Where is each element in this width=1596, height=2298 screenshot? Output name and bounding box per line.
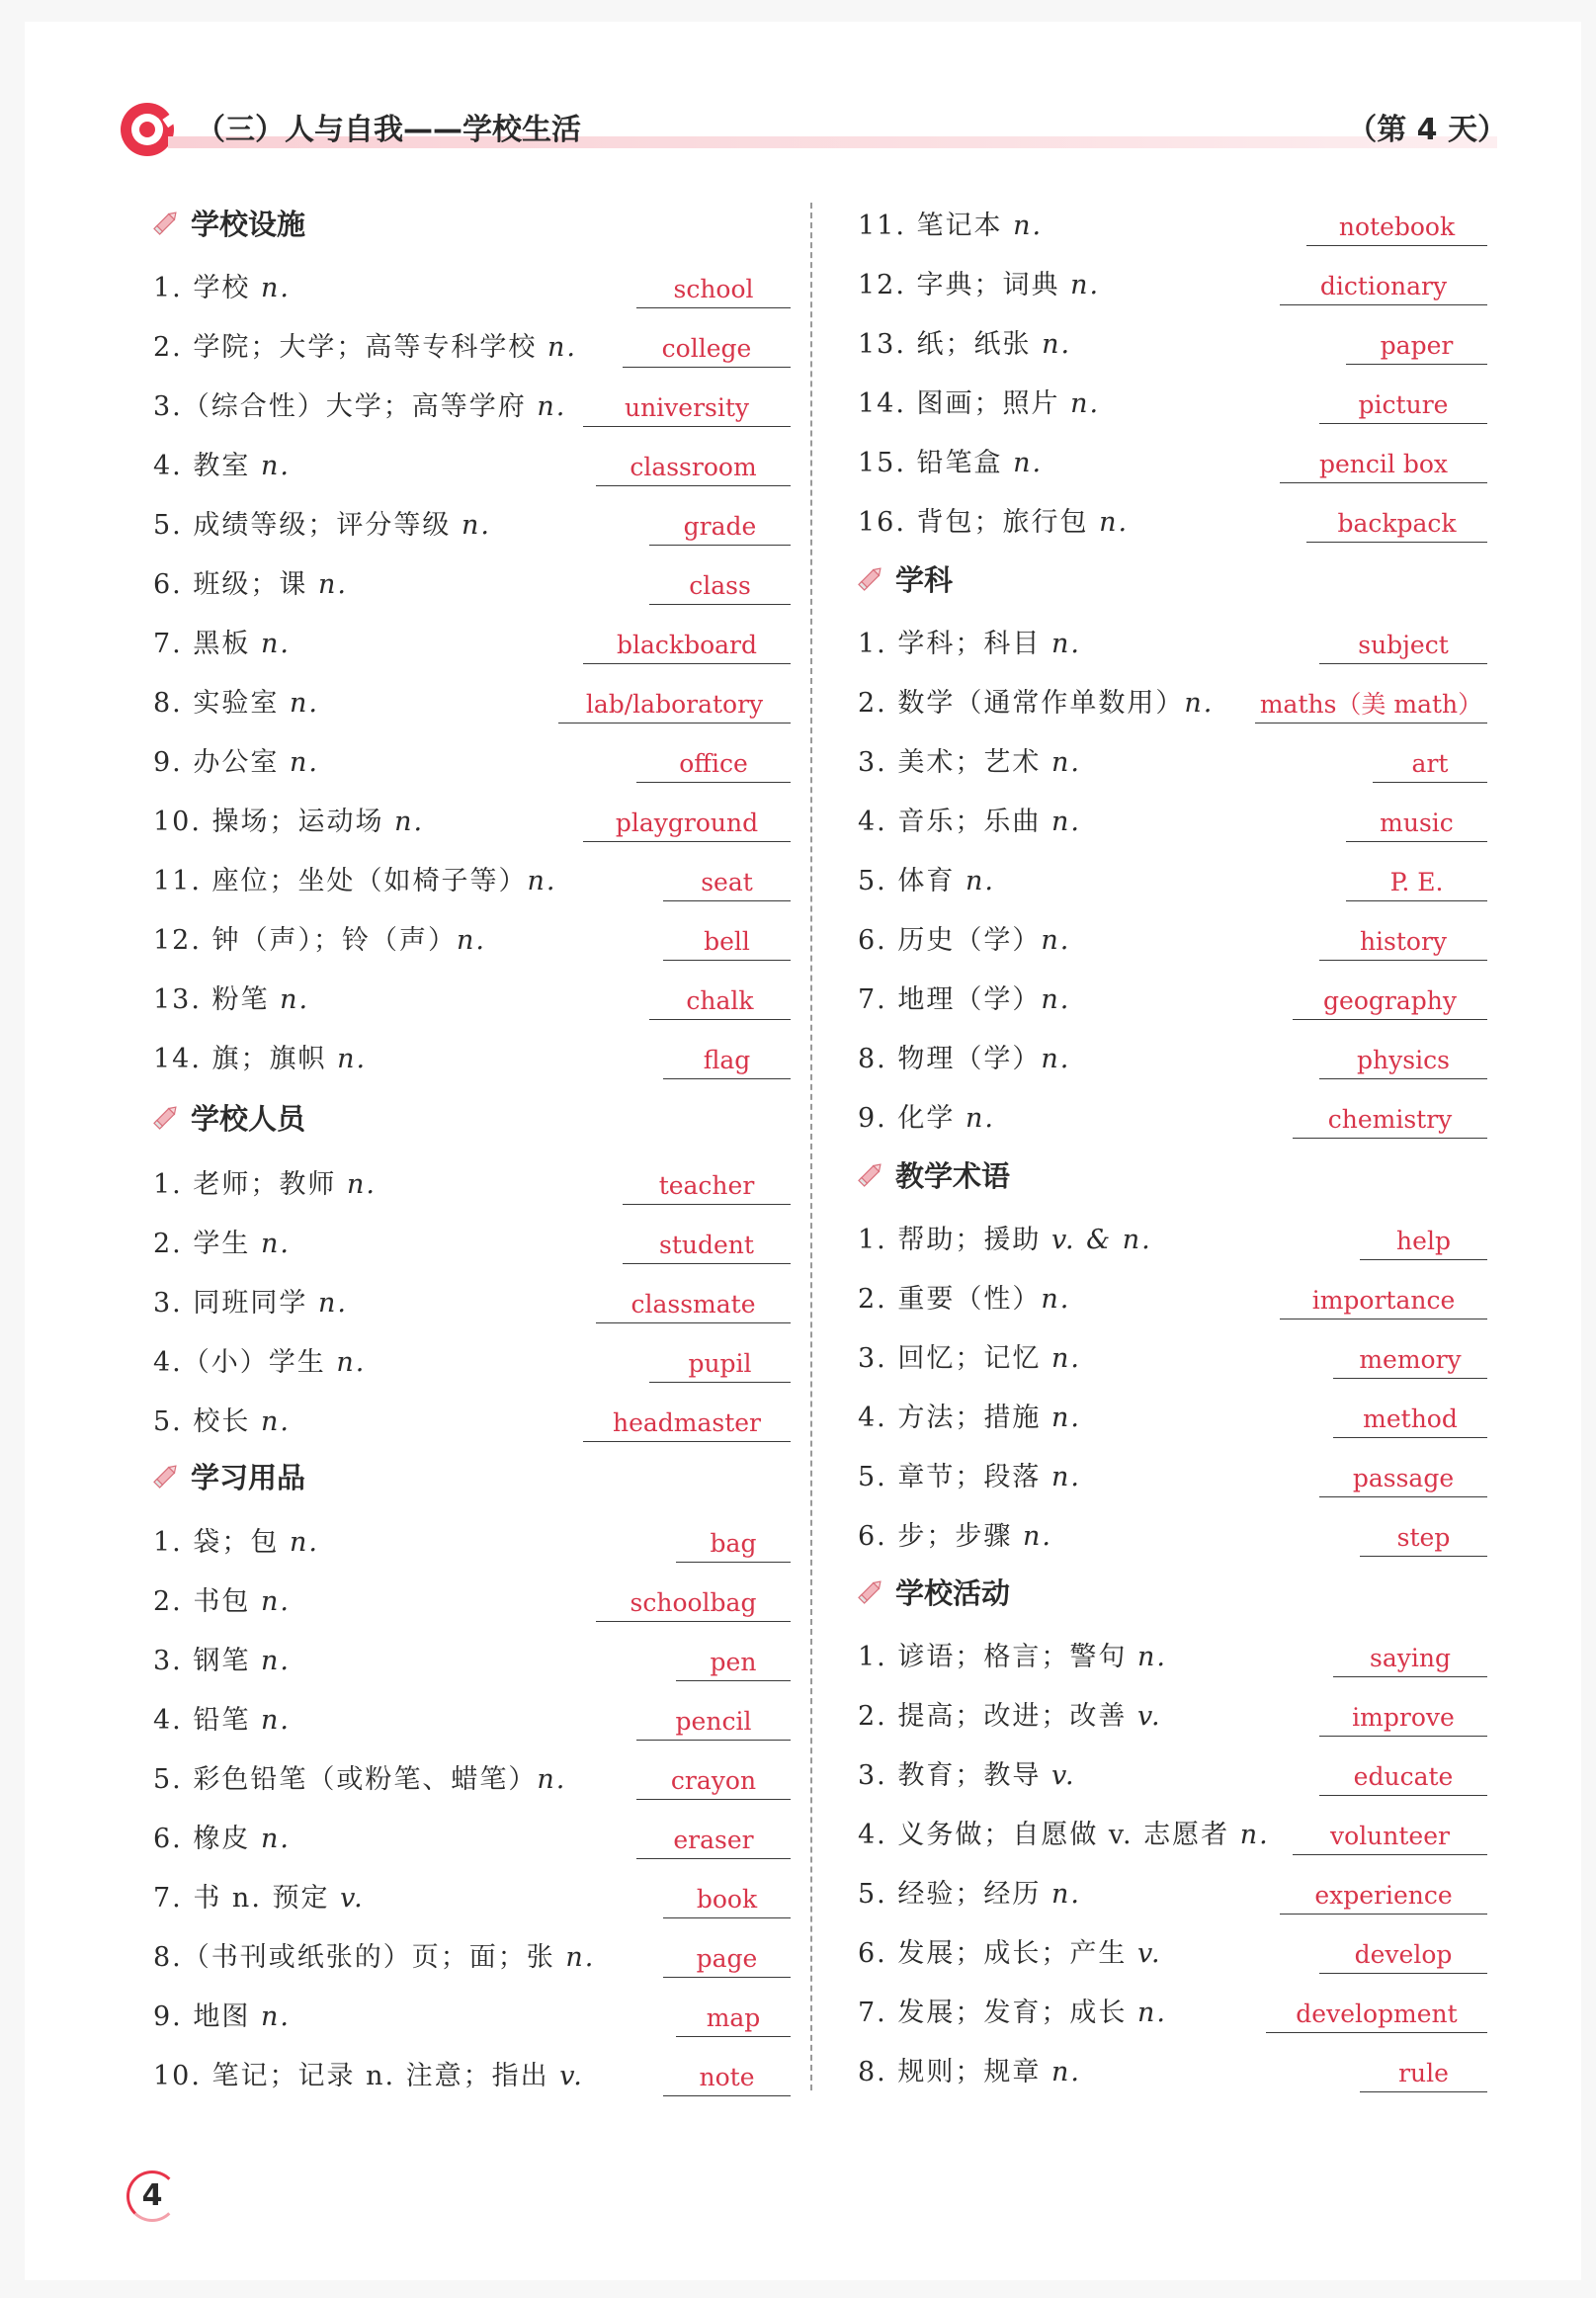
- vocab-row: [153, 438, 791, 487]
- answer-blank: lab/laboratory: [558, 687, 791, 723]
- part-of-speech: n.: [965, 1103, 995, 1134]
- chinese-definition: 10. 操场；运动场 n.: [153, 807, 425, 837]
- section-heading-activities: [856, 1572, 1010, 1611]
- answer-blank: bag: [676, 1526, 791, 1563]
- chinese-definition: 2. 重要（性）n.: [858, 1284, 1071, 1315]
- answer-blank: grade: [649, 509, 791, 546]
- vocab-row: [153, 1275, 791, 1324]
- section-title: 学校人员: [191, 1101, 306, 1136]
- answer-blank: pencil: [636, 1704, 791, 1741]
- answer-blank: flag: [663, 1043, 791, 1079]
- vocab-row: [858, 912, 1487, 962]
- chinese-definition: 9. 化学 n.: [858, 1103, 995, 1134]
- chinese-definition: 5. 成绩等级；评分等级 n.: [153, 510, 491, 541]
- target-logo-icon: [121, 103, 174, 156]
- answer-blank: crayon: [636, 1763, 791, 1800]
- chinese-definition: 1. 袋；包 n.: [153, 1527, 319, 1558]
- chinese-definition: 14. 旗；旗帜 n.: [153, 1044, 368, 1074]
- vocab-row: [153, 675, 791, 724]
- pencil-icon: [151, 208, 181, 237]
- chinese-definition: 3. 同班同学 n.: [153, 1288, 348, 1319]
- vocab-row: [858, 198, 1487, 247]
- part-of-speech: n.: [1050, 807, 1081, 837]
- vocab-row: [153, 1929, 791, 1979]
- chinese-definition: 2. 学生 n.: [153, 1229, 291, 1259]
- section-title: 学校设施: [191, 207, 306, 241]
- vocab-row: [153, 1031, 791, 1080]
- answer-blank: classmate: [596, 1287, 791, 1323]
- part-of-speech: n.: [1050, 747, 1081, 778]
- answer-blank: volunteer: [1293, 1819, 1487, 1855]
- answer-blank: importance: [1280, 1283, 1487, 1319]
- chinese-definition: 1. 老师；教师 n.: [153, 1169, 377, 1200]
- answer-blank: backpack: [1306, 506, 1487, 543]
- part-of-speech: n.: [565, 1942, 596, 1973]
- section-heading-terms: [856, 1154, 1010, 1194]
- part-of-speech: n.: [537, 1764, 567, 1795]
- chinese-definition: 15. 铅笔盒 n.: [858, 448, 1044, 478]
- part-of-speech: n.: [1022, 1521, 1052, 1552]
- chinese-definition: 14. 图画；照片 n.: [858, 388, 1101, 419]
- chinese-definition: 1. 学校 n.: [153, 273, 291, 303]
- vocab-row: [153, 734, 791, 784]
- part-of-speech: n.: [546, 332, 577, 363]
- vocab-row: [153, 1692, 791, 1742]
- answer-blank: classroom: [596, 450, 791, 486]
- chinese-definition: 6. 橡皮 n.: [153, 1824, 291, 1854]
- part-of-speech: n.: [1041, 1284, 1071, 1315]
- answer-blank: class: [649, 568, 791, 605]
- answer-blank: notebook: [1306, 210, 1487, 246]
- vocab-row: [858, 1866, 1487, 1915]
- chinese-definition: 5. 彩色铅笔（或粉笔、蜡笔）n.: [153, 1764, 567, 1795]
- chinese-definition: 6. 班级；课 n.: [153, 569, 348, 600]
- chinese-definition: 2. 学院；大学；高等专科学校 n.: [153, 332, 577, 363]
- answer-blank: university: [583, 390, 791, 427]
- answer-blank: subject: [1319, 628, 1487, 664]
- vocab-row: [858, 1747, 1487, 1797]
- part-of-speech: n.: [317, 1288, 348, 1319]
- part-of-speech: v. & n.: [1050, 1225, 1152, 1255]
- chinese-definition: 1. 谚语；格言；警句 n.: [858, 1642, 1167, 1672]
- part-of-speech: n.: [289, 747, 319, 778]
- chinese-definition: 7. 地理（学）n.: [858, 984, 1071, 1015]
- chinese-definition: 2. 书包 n.: [153, 1586, 291, 1617]
- part-of-speech: n.: [280, 984, 310, 1015]
- answer-blank: seat: [663, 865, 791, 901]
- vocab-row: [858, 376, 1487, 425]
- vocab-row: [153, 1751, 791, 1801]
- answer-blank: student: [623, 1228, 791, 1264]
- chinese-definition: 7. 书 n. 预定 v.: [153, 1883, 365, 1914]
- answer-blank: schoolbag: [596, 1585, 791, 1622]
- part-of-speech: n.: [461, 510, 491, 541]
- column-divider: [810, 203, 812, 2090]
- chinese-definition: 12. 钟（声）；铃（声）n.: [153, 925, 487, 956]
- vocab-row: [858, 853, 1487, 902]
- answer-blank: pen: [676, 1645, 791, 1681]
- vocab-row: [153, 972, 791, 1021]
- vocab-row: [858, 794, 1487, 843]
- answer-blank: rule: [1360, 2056, 1487, 2092]
- answer-blank: page: [663, 1941, 791, 1978]
- vocab-row: [858, 1925, 1487, 1975]
- answer-blank: headmaster: [583, 1405, 791, 1442]
- vocab-row: [153, 853, 791, 902]
- answer-blank: experience: [1280, 1878, 1487, 1915]
- header-day: （第 4 天）: [1347, 113, 1507, 147]
- part-of-speech: v.: [1136, 1701, 1162, 1732]
- vocab-row: [858, 2044, 1487, 2093]
- section-heading-supplies: [151, 1456, 305, 1495]
- part-of-speech: n.: [260, 629, 291, 659]
- part-of-speech: n.: [1136, 1998, 1167, 2028]
- answer-blank: chemistry: [1293, 1102, 1487, 1139]
- section-title: 学习用品: [191, 1460, 306, 1494]
- part-of-speech: n.: [1013, 448, 1044, 478]
- chinese-definition: 5. 校长 n.: [153, 1406, 291, 1437]
- chinese-definition: 6. 历史（学）n.: [858, 925, 1071, 956]
- chinese-definition: 1. 帮助；援助 v. & n.: [858, 1225, 1152, 1255]
- section-title: 教学术语: [895, 1158, 1011, 1193]
- answer-blank: step: [1360, 1520, 1487, 1557]
- part-of-speech: n.: [336, 1347, 367, 1378]
- answer-blank: bell: [663, 924, 791, 961]
- vocab-row: [153, 616, 791, 665]
- answer-blank: teacher: [623, 1168, 791, 1205]
- vocab-row: [153, 1811, 791, 1860]
- vocab-row: [153, 1633, 791, 1682]
- answer-blank: memory: [1333, 1342, 1487, 1379]
- part-of-speech: v.: [1050, 1760, 1076, 1791]
- pencil-icon: [856, 1576, 885, 1606]
- vocab-row: [153, 1394, 791, 1443]
- answer-blank: maths（美 math）: [1255, 687, 1487, 723]
- chinese-definition: 4. 教室 n.: [153, 451, 291, 481]
- vocab-row: [858, 1031, 1487, 1080]
- section-heading-subjects: [856, 558, 953, 598]
- answer-blank: paper: [1346, 328, 1487, 365]
- part-of-speech: n.: [260, 2001, 291, 2032]
- chinese-definition: 8. 实验室 n.: [153, 688, 319, 719]
- answer-blank: picture: [1319, 387, 1487, 424]
- part-of-speech: v.: [1136, 1938, 1162, 1969]
- chinese-definition: 3. 教育；教导 v.: [858, 1760, 1076, 1791]
- part-of-speech: n.: [346, 1169, 377, 1200]
- section-heading-facilities: [151, 203, 305, 242]
- part-of-speech: n.: [527, 866, 557, 896]
- chinese-definition: 8.（书刊或纸张的）页；面；张 n.: [153, 1942, 596, 1973]
- answer-blank: blackboard: [583, 628, 791, 664]
- answer-blank: school: [636, 272, 791, 308]
- part-of-speech: n.: [337, 1044, 368, 1074]
- vocab-row: [858, 1688, 1487, 1738]
- chinese-definition: 9. 地图 n.: [153, 2001, 291, 2032]
- chinese-definition: 4. 方法；措施 n.: [858, 1403, 1081, 1433]
- chinese-definition: 4.（小）学生 n.: [153, 1347, 367, 1378]
- chinese-definition: 7. 发展；发育；成长 n.: [858, 1998, 1167, 2028]
- part-of-speech: n.: [537, 391, 567, 422]
- vocab-row: [153, 260, 791, 309]
- vocab-row: [153, 1989, 791, 2038]
- part-of-speech: n.: [1050, 1343, 1081, 1374]
- answer-blank: method: [1333, 1402, 1487, 1438]
- part-of-speech: n.: [1050, 1879, 1081, 1910]
- vocab-row: [858, 257, 1487, 306]
- section-heading-people: [151, 1097, 305, 1137]
- pencil-icon: [856, 563, 885, 593]
- answer-blank: chalk: [649, 983, 791, 1020]
- answer-blank: improve: [1319, 1700, 1487, 1737]
- answer-blank: saying: [1333, 1641, 1487, 1677]
- vocab-row: [153, 1216, 791, 1265]
- chinese-definition: 2. 提高；改进；改善 v.: [858, 1701, 1162, 1732]
- chinese-definition: 3. 美术；艺术 n.: [858, 747, 1081, 778]
- vocab-row: [858, 1090, 1487, 1140]
- part-of-speech: n.: [289, 1527, 319, 1558]
- chinese-definition: 6. 步；步骤 n.: [858, 1521, 1052, 1552]
- vocab-row: [858, 675, 1487, 724]
- pencil-icon: [151, 1102, 181, 1132]
- answer-blank: dictionary: [1280, 269, 1487, 305]
- vocab-row: [858, 1508, 1487, 1558]
- vocab-row: [858, 435, 1487, 484]
- chinese-definition: 16. 背包；旅行包 n.: [858, 507, 1130, 538]
- chinese-definition: 9. 办公室 n.: [153, 747, 319, 778]
- chinese-definition: 4. 音乐；乐曲 n.: [858, 807, 1081, 837]
- answer-blank: office: [636, 746, 791, 783]
- part-of-speech: v.: [340, 1883, 365, 1914]
- part-of-speech: n.: [260, 1406, 291, 1437]
- part-of-speech: n.: [1184, 688, 1215, 719]
- vocab-row: [153, 1156, 791, 1206]
- part-of-speech: n.: [1050, 1462, 1081, 1492]
- chinese-definition: 4. 义务做；自愿做 v. 志愿者 n.: [858, 1820, 1270, 1850]
- answer-blank: college: [623, 331, 791, 368]
- answer-blank: map: [676, 2000, 791, 2037]
- vocab-row: [858, 1390, 1487, 1439]
- answer-blank: pencil box: [1280, 447, 1487, 483]
- chinese-definition: 7. 黑板 n.: [153, 629, 291, 659]
- answer-blank: develop: [1319, 1937, 1487, 1974]
- vocab-row: [153, 1870, 791, 1919]
- answer-blank: playground: [583, 806, 791, 842]
- answer-blank: pupil: [649, 1346, 791, 1383]
- part-of-speech: n.: [317, 569, 348, 600]
- chinese-definition: 2. 数学（通常作单数用）n.: [858, 688, 1215, 719]
- answer-blank: help: [1360, 1224, 1487, 1260]
- chinese-definition: 12. 字典；词典 n.: [858, 270, 1101, 300]
- part-of-speech: n.: [1042, 329, 1072, 360]
- part-of-speech: n.: [1013, 211, 1044, 241]
- page-number: 4: [126, 2170, 178, 2222]
- part-of-speech: n.: [1041, 925, 1071, 956]
- pencil-icon: [151, 1461, 181, 1490]
- vocab-row: [858, 1212, 1487, 1261]
- part-of-speech: n.: [1070, 388, 1101, 419]
- part-of-speech: n.: [394, 807, 425, 837]
- answer-blank: music: [1346, 806, 1487, 842]
- answer-blank: educate: [1319, 1759, 1487, 1796]
- chinese-definition: 1. 学科；科目 n.: [858, 629, 1081, 659]
- answer-blank: development: [1266, 1997, 1487, 2033]
- chinese-definition: 13. 粉笔 n.: [153, 984, 310, 1015]
- chinese-definition: 13. 纸；纸张 n.: [858, 329, 1072, 360]
- chinese-definition: 10. 笔记；记录 n. 注意；指出 v.: [153, 2061, 584, 2091]
- chinese-definition: 4. 铅笔 n.: [153, 1705, 291, 1736]
- part-of-speech: n.: [1050, 629, 1081, 659]
- vocab-row: [153, 319, 791, 369]
- vocab-row: [858, 494, 1487, 544]
- section-title: 学科: [895, 562, 954, 597]
- part-of-speech: n.: [260, 1229, 291, 1259]
- answer-blank: book: [663, 1882, 791, 1918]
- answer-blank: eraser: [636, 1823, 791, 1859]
- chinese-definition: 5. 体育 n.: [858, 866, 995, 896]
- part-of-speech: n.: [260, 1646, 291, 1676]
- part-of-speech: n.: [260, 1824, 291, 1854]
- part-of-speech: n.: [965, 866, 995, 896]
- answer-blank: history: [1319, 924, 1487, 961]
- part-of-speech: n.: [260, 273, 291, 303]
- vocab-row: [153, 1574, 791, 1623]
- chinese-definition: 6. 发展；成长；产生 v.: [858, 1938, 1162, 1969]
- chinese-definition: 3.（综合性）大学；高等学府 n.: [153, 391, 567, 422]
- vocab-row: [153, 1334, 791, 1384]
- part-of-speech: n.: [1070, 270, 1101, 300]
- vocab-row: [153, 556, 791, 606]
- chinese-definition: 5. 经验；经历 n.: [858, 1879, 1081, 1910]
- vocab-row: [153, 2048, 791, 2097]
- section-title: 学校活动: [895, 1575, 1011, 1610]
- chinese-definition: 8. 规则；规章 n.: [858, 2057, 1081, 2087]
- answer-blank: geography: [1293, 983, 1487, 1020]
- part-of-speech: n.: [260, 1705, 291, 1736]
- vocab-row: [858, 1807, 1487, 1856]
- chinese-definition: 3. 钢笔 n.: [153, 1646, 291, 1676]
- answer-blank: art: [1373, 746, 1487, 783]
- vocab-row: [858, 1271, 1487, 1320]
- vocab-row: [153, 912, 791, 962]
- header-title: （三）人与自我——学校生活: [196, 113, 581, 147]
- answer-blank: physics: [1319, 1043, 1487, 1079]
- vocab-row: [858, 972, 1487, 1021]
- part-of-speech: n.: [289, 688, 319, 719]
- vocab-row: [858, 616, 1487, 665]
- chinese-definition: 11. 笔记本 n.: [858, 211, 1044, 241]
- part-of-speech: n.: [1041, 1044, 1071, 1074]
- answer-blank: note: [663, 2060, 791, 2096]
- vocab-row: [153, 379, 791, 428]
- chinese-definition: 11. 座位；坐处（如椅子等）n.: [153, 866, 557, 896]
- vocab-row: [858, 316, 1487, 366]
- chinese-definition: 5. 章节；段落 n.: [858, 1462, 1081, 1492]
- answer-blank: P. E.: [1346, 865, 1487, 901]
- vocab-row: [858, 1985, 1487, 2034]
- pencil-icon: [856, 1159, 885, 1189]
- vocab-row: [858, 1330, 1487, 1380]
- part-of-speech: n.: [1136, 1642, 1167, 1672]
- part-of-speech: n.: [260, 451, 291, 481]
- part-of-speech: n.: [260, 1586, 291, 1617]
- part-of-speech: v.: [559, 2061, 584, 2091]
- chinese-definition: 3. 回忆；记忆 n.: [858, 1343, 1081, 1374]
- vocab-row: [153, 794, 791, 843]
- vocab-row: [153, 1514, 791, 1564]
- part-of-speech: n.: [1050, 2057, 1081, 2087]
- answer-blank: passage: [1319, 1461, 1487, 1497]
- vocab-row: [858, 734, 1487, 784]
- part-of-speech: n.: [1099, 507, 1130, 538]
- part-of-speech: n.: [1050, 1403, 1081, 1433]
- vocab-row: [153, 497, 791, 547]
- part-of-speech: n.: [457, 925, 487, 956]
- part-of-speech: n.: [1041, 984, 1071, 1015]
- vocab-row: [858, 1449, 1487, 1498]
- part-of-speech: n.: [1239, 1820, 1270, 1850]
- vocab-row: [858, 1629, 1487, 1678]
- chinese-definition: 8. 物理（学）n.: [858, 1044, 1071, 1074]
